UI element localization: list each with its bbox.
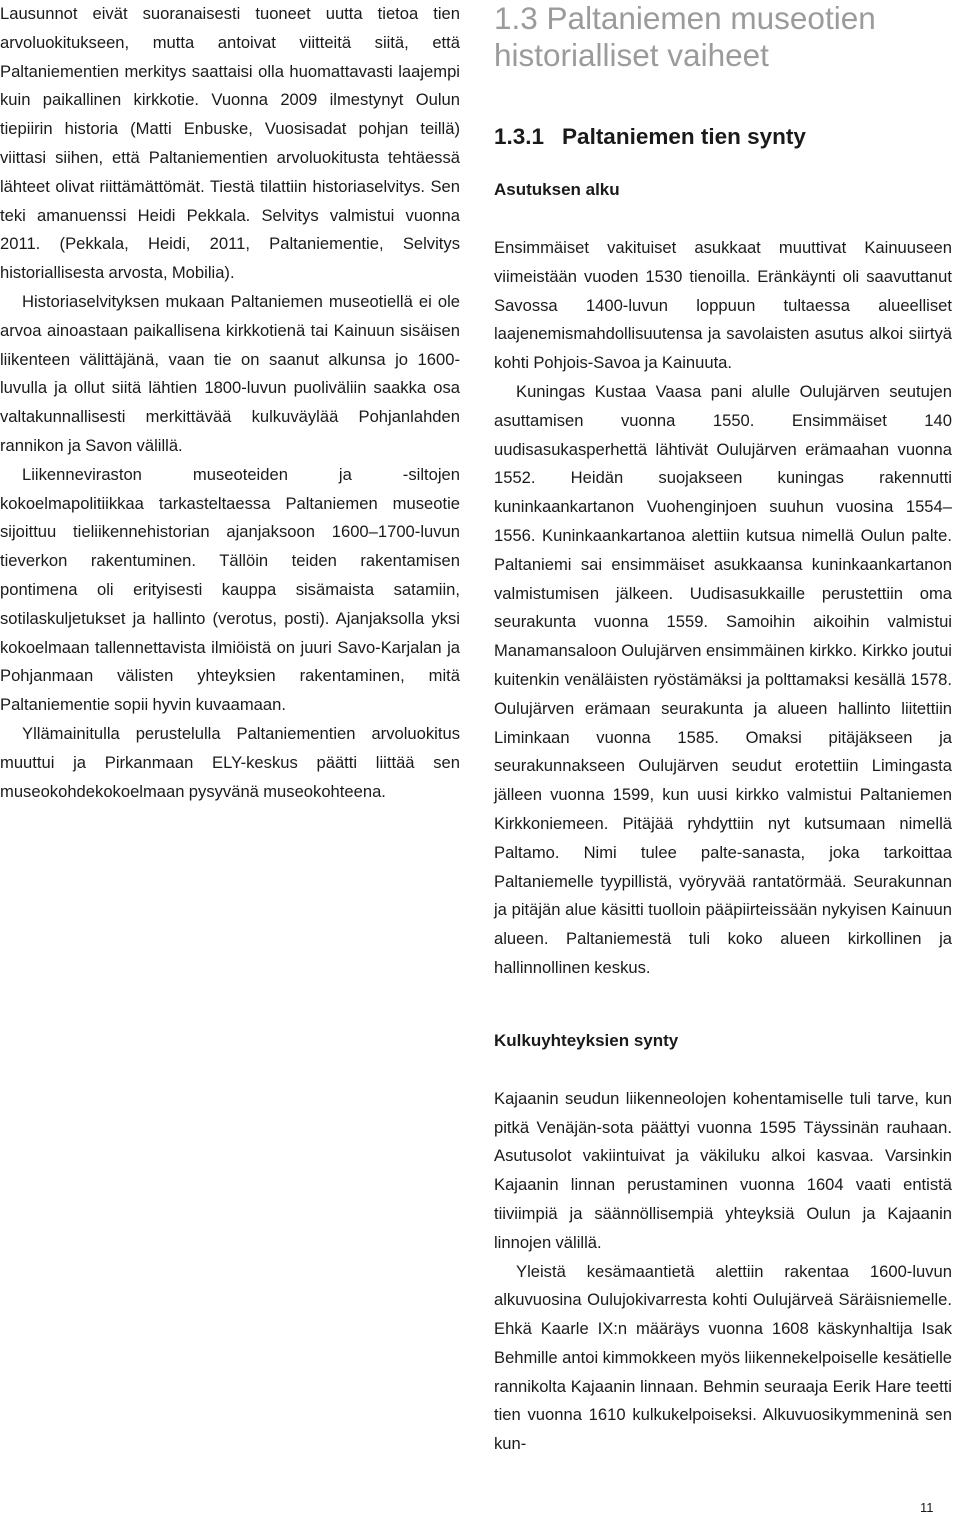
settlement-section bbox=[494, 234, 952, 983]
right-column bbox=[494, 0, 952, 1459]
settlement-heading: Asutuksen alku bbox=[494, 180, 620, 199]
subsection-title: Paltaniemen tien synty bbox=[562, 124, 806, 149]
paragraph-statements: Lausunnot eivät suoranaisesti tuoneet uutta tietoa tien arvoluokitukseen, mutta antoivat viitteitä siitä, että Paltaniementien merkitys saattaisi olla huomattavasti laajempi kuin paikallinen kirkkotie. Vuonna 2009 ilmestynyt Oulun tiepiirin historia (Matti Enbuske, Vuosisadat pohjan teillä) viittasi siihen, että Paltaniementien arvoluokitusta tehtäessä lähteet olivat riittämättömät. Tiestä tilattiin historiaselvitys. Sen teki amanuenssi Heidi Pekkala. Selvitys valmistui vuonna 2011. (Pekkala, Heidi, 2011, Paltaniementie, Selvitys historiallisesta arvosta, Mobilia). bbox=[0, 4, 460, 283]
paragraph-king-gustav: Kuningas Kustaa Vaasa pani alulle Oulujärven seutujen asuttamisen vuonna 1550. Ensimmäiset 140 uudisasukasperhettä lähtivät Oulujärven erämaahan vuonna 1552. Heidän suojakseen kuningas rakennutti kuninkaankartanon Vuohenginjoen suuhun vuosina 1554–1556. Kuninkaankartanoa alettiin kutsua nimellä Oulun palte. Paltaniemi sai ensimmäiset asukkaansa kuninkaankartanon valmistumisen jälkeen. Uudisasukkaille perustettiin oma seurakunta vuonna 1559. Samoihin aikoihin valmistui Manamansaloon Oulujärven ensimmäinen kirkko. Kirkko joutui kuitenkin venäläisten ryöstämäksi ja polttamaksi kesällä 1578. Oulujärven erämaan seurakunta ja alueen hallinto liitettiin Liminkaan vuonna 1585. Omaksi pitäjäkseen ja seurakunnakseen Oulujärven seudut erotettiin Limingasta jälleen vuonna 1599, kun uusi kirkko valmistui Paltaniemen Kirkkoniemeen. Pitäjää ryhdyttiin nyt kutsumaan nimellä Paltamo. Nimi tulee palte-sanasta, joka tarkoittaa Paltaniemelle tyypillistä, vyöryvää rantatörmää. Seurakunnan ja pitäjän alue käsitti tuolloin pääpiirteissään nykyisen Kainuun alueen. Paltaniemestä tuli koko alueen kirkollinen ja hallinnollinen keskus. bbox=[494, 381, 952, 977]
paragraph-summer-road: Yleistä kesämaantietä alettiin rakentaa 1600-luvun alkuvuosina Oulujokivarresta kohti Oulujärveä Säräisniemelle. Ehkä Kaarle IX:n määräys vuonna 1608 käskynhaltija Isak Behmille antoi kimmokkeen myös liikennekelpoiselle kesätielle rannikolta Kajaanin linnaan. Behmin seuraaja Eerik Hare teetti tien vuonna 1610 kulkukelpoiseksi. Alkuvuosikymmeninä sen kun- bbox=[494, 1261, 952, 1454]
paragraph-conclusion: Yllämainitulla perustelulla Paltaniementien arvoluokitus muuttui ja Pirkanmaan ELY-keskus päätti liittää sen museokohdekokoelmaan pysyvänä museokohteena. bbox=[0, 723, 460, 801]
paragraph-collection-policy: Liikenneviraston museoteiden ja -siltojen kokoelmapolitiikkaa tarkasteltaessa Paltaniemen museotie sijoittuu tieliikennehistorian ajanjaksoon 1600–1700-luvun tieverkon rakentuminen. Tällöin teiden rakentamisen pontimena oli erityisesti kauppa sisämaista satamiin, sotilaskuljetukset ja hallinto (verotus, posti). Ajanjaksolla yksi kokoelmaan tallennettavista ilmiöistä on juuri Savo-Karjalan ja Pohjanmaan välisten yhteyksien rakentaminen, mitä Paltaniementie sopii hyvin kuvaamaan. bbox=[0, 464, 460, 715]
paragraph-kajaani-traffic: Kajaanin seudun liikenneolojen kohentamiselle tuli tarve, kun pitkä Venäjän-sota päättyi vuonna 1595 Täyssinän rauhaan. Asutusolot vakiintuivat ja väkiluku alkoi kasvaa. Varsinkin Kajaanin linnan perustaminen vuonna 1604 vaati entistä tiiviimpiä ja säännöllisempiä yhteyksiä Oulun ja Kajaanin linnojen välillä. bbox=[494, 1088, 952, 1252]
paragraph-first-settlers: Ensimmäiset vakituiset asukkaat muuttivat Kainuuseen viimeistään vuoden 1530 tienoilla. Eränkäynti oli saavuttanut Savossa 1400-luvun loppuun tultaessa alueelliset laajenemismahdollisuutensa ja savolaisten asutus alkoi siirtyä kohti Pohjois-Savoa ja Kainuuta. bbox=[494, 238, 952, 373]
subsection-heading bbox=[494, 124, 952, 150]
section-heading: 1.3 Paltaniemen museotien historialliset vaiheet bbox=[494, 0, 876, 73]
page-number: 11 bbox=[920, 1500, 934, 1515]
connections-section bbox=[494, 1085, 952, 1459]
subsection-number: 1.3.1 bbox=[494, 124, 545, 149]
connections-heading: Kulkuyhteyksien synty bbox=[494, 1030, 679, 1050]
paragraph-history-survey: Historiaselvityksen mukaan Paltaniemen museotiellä ei ole arvoa ainoastaan paikallisena kirkkotienä tai Kainuun sisäisen liikenteen välittäjänä, vaan tie on saanut alkunsa jo 1600-luvulla ja ollut siitä lähtien 1800-luvun puoliväliin saakka osa valtakunnallisesti merkittävää kulkuväylää Pohjanlahden rannikon ja Savon välillä. bbox=[0, 291, 460, 455]
left-column bbox=[0, 0, 460, 806]
